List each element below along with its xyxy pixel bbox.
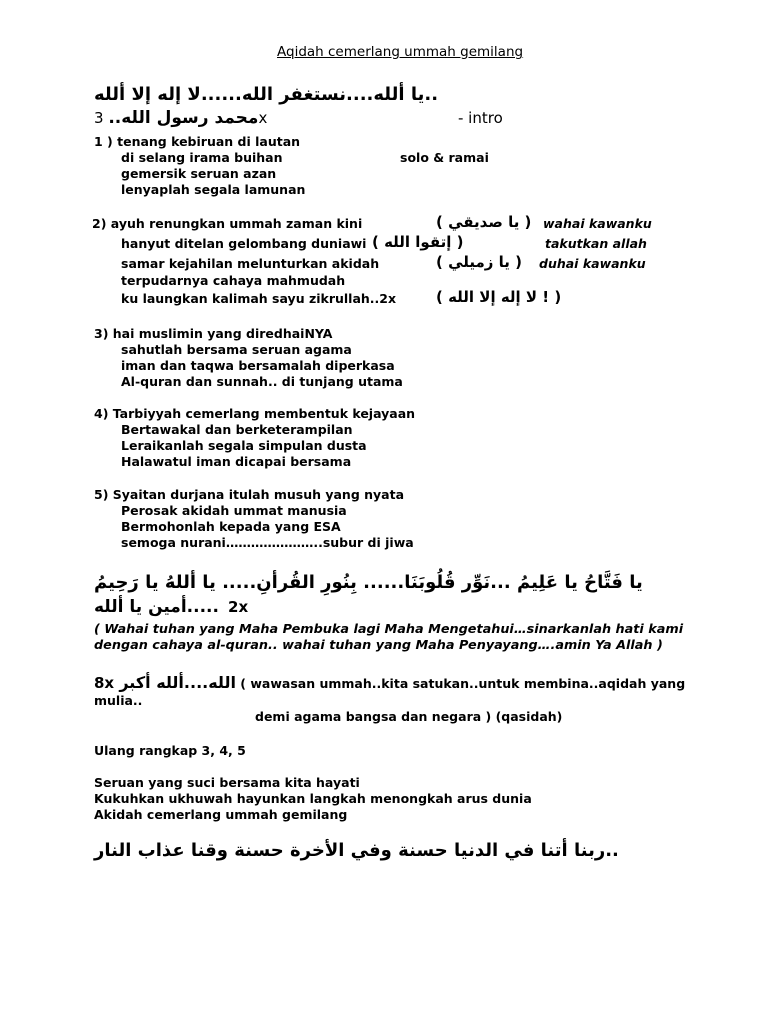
doa-arabic-line1: يا فَتَّاحُ يا عَلِيمُ ...نَوِّر قُلُوبَنَا...... بِنُورِ القُرأنِ..... يا أللهُ يا رَحِيمُ <box>94 572 643 593</box>
verse2-arabic-3: ( يا زميلي ) <box>436 253 522 271</box>
takbir-count: 8x <box>94 674 120 692</box>
intro-arabic-line1: ..يا ألله....نستغفر الله......لا إله إلا ألله <box>94 84 439 105</box>
closing-arabic: ..ربنا أتنا في الدنيا حسنة وفي الأخرة حسنة وقنا عذاب النار <box>94 840 619 861</box>
takbir-text-line3: demi agama bangsa dan negara ) (qasidah) <box>255 709 563 724</box>
repeat-note: Ulang rangkap 3, 4, 5 <box>94 743 246 758</box>
takbir-text-line2: mulia.. <box>94 693 143 708</box>
verse1-line4: lenyaplah segala lamunan <box>121 182 306 197</box>
takbir-arabic: الله....ألله أكبر <box>119 673 236 692</box>
verse4-line1: 4) Tarbiyyah cemerlang membentuk kejayaan <box>94 406 416 421</box>
intro-line2 <box>94 108 267 128</box>
verse1-line3: gemersik seruan azan <box>121 166 277 181</box>
verse2-line2: hanyut ditelan gelombang duniawi <box>121 236 367 251</box>
verse4-line3: Leraikanlah segala simpulan dusta <box>121 438 367 453</box>
verse2-line5: ku laungkan kalimah sayu zikrullah..2x <box>121 291 397 306</box>
verse2-translation-2: takutkan allah <box>545 236 647 251</box>
intro-x: x <box>258 109 268 127</box>
doa-line2 <box>94 597 248 617</box>
verse2-translation-3: duhai kawanku <box>539 256 646 271</box>
takbir-line <box>94 673 685 692</box>
verse5-line2: Perosak akidah ummat manusia <box>121 503 347 518</box>
verse2-arabic-1: ( يا صديقي ) <box>436 213 532 231</box>
verse2-translation-1: wahai kawanku <box>543 216 652 231</box>
doa-repeat: 2x <box>228 598 249 616</box>
verse2-line3: samar kejahilan melunturkan akidah <box>121 256 380 271</box>
verse3-line1: 3) hai muslimin yang diredhaiNYA <box>94 326 333 341</box>
takbir-text-line1: ( wawasan ummah..kita satukan..untuk membina..aqidah yang <box>235 676 686 691</box>
document-title: Aqidah cemerlang ummah gemilang <box>277 44 524 60</box>
verse4-line2: Bertawakal dan berketerampilan <box>121 422 353 437</box>
verse1-line2: di selang irama buihan <box>121 150 283 165</box>
intro-arabic-line2: محمد رسول الله.. <box>108 108 259 128</box>
verse3-line3: iman dan taqwa bersamalah diperkasa <box>121 358 395 373</box>
verse1-line1: 1 ) tenang kebiruan di lautan <box>94 134 301 149</box>
verse3-line4: Al-quran dan sunnah.. di tunjang utama <box>121 374 403 389</box>
verse5-line4: semoga nurani…………………..subur di jiwa <box>121 535 414 550</box>
doa-translation-line2: dengan cahaya al-quran.. wahai tuhan yang Maha Penyayang….amin Ya Allah ) <box>94 638 663 653</box>
closing-line3: Akidah cemerlang ummah gemilang <box>94 807 348 822</box>
intro-repeat-count: 3 <box>94 109 109 127</box>
verse2-line4: terpudarnya cahaya mahmudah <box>121 273 346 288</box>
verse5-line1: 5) Syaitan durjana itulah musuh yang nyata <box>94 487 405 502</box>
doa-arabic-line2: .....أمين يا ألله <box>94 597 219 617</box>
verse3-line2: sahutlah bersama seruan agama <box>121 342 352 357</box>
verse2-line1: 2) ayuh renungkan ummah zaman kini <box>92 216 363 231</box>
doa-translation-line1: ( Wahai tuhan yang Maha Pembuka lagi Maha Mengetahui…sinarkanlah hati kami <box>94 622 684 637</box>
verse2-arabic-2: ( إتقوا الله ) <box>372 233 464 251</box>
verse4-line4: Halawatul iman dicapai bersama <box>121 454 352 469</box>
closing-line2: Kukuhkan ukhuwah hayunkan langkah menongkah arus dunia <box>94 791 532 806</box>
verse2-arabic-5: ( ! لا إله إلا الله ) <box>436 288 562 306</box>
verse5-line3: Bermohonlah kepada yang ESA <box>121 519 341 534</box>
closing-line1: Seruan yang suci bersama kita hayati <box>94 775 360 790</box>
intro-label: - intro <box>458 109 503 127</box>
verse1-note: solo & ramai <box>400 150 489 165</box>
